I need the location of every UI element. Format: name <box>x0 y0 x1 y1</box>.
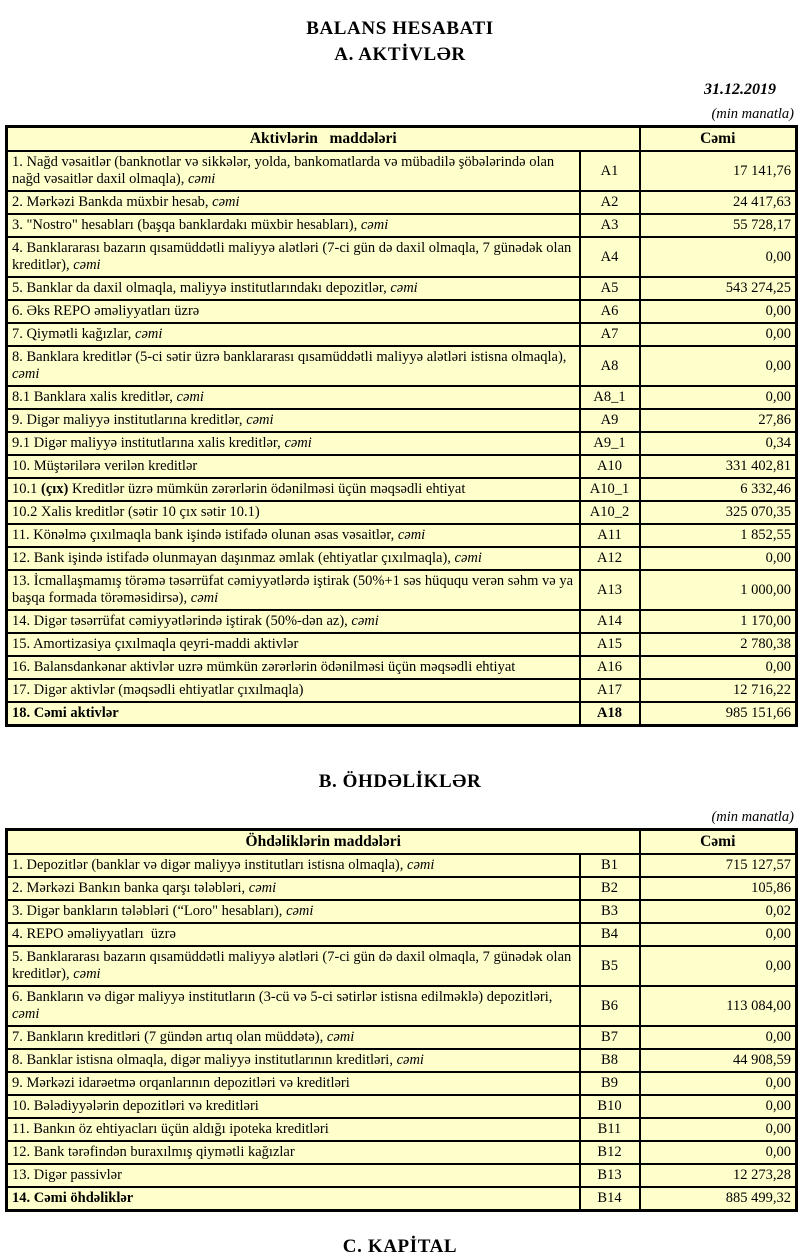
item-code: B12 <box>580 1141 640 1164</box>
item-value: 2 780,38 <box>640 633 797 656</box>
liabilities-table <box>5 828 798 1212</box>
item-value: 12 273,28 <box>640 1164 797 1187</box>
item-text: 11. Bankın öz ehtiyacları üçün aldığı ipoteka kreditləri <box>12 1121 329 1137</box>
item-value: 0,00 <box>640 1141 797 1164</box>
total-column-header: Cəmi <box>640 127 797 152</box>
item-code: A6 <box>580 300 640 323</box>
table-row <box>7 1095 797 1118</box>
item-code: B9 <box>580 1072 640 1095</box>
item-text-italic: cəmi <box>284 435 312 451</box>
item-description <box>7 656 580 679</box>
table-row <box>7 300 797 323</box>
item-code: A1 <box>580 151 640 191</box>
item-value: 0,00 <box>640 323 797 346</box>
item-value: 27,86 <box>640 409 797 432</box>
table-row <box>7 1141 797 1164</box>
item-description <box>7 501 580 524</box>
item-text-italic: cəmi <box>246 412 274 428</box>
item-description <box>7 570 580 610</box>
item-value: 0,00 <box>640 386 797 409</box>
table-header-row <box>7 830 797 855</box>
item-description <box>7 300 580 323</box>
item-code: B2 <box>580 877 640 900</box>
item-code: B6 <box>580 986 640 1026</box>
item-description <box>7 277 580 300</box>
table-row <box>7 501 797 524</box>
item-code: B11 <box>580 1118 640 1141</box>
total-column-header: Cəmi <box>640 830 797 855</box>
item-value: 0,00 <box>640 547 797 570</box>
item-value: 17 141,76 <box>640 151 797 191</box>
item-code: B13 <box>580 1164 640 1187</box>
table-header-row <box>7 127 797 152</box>
table-row <box>7 277 797 300</box>
item-description <box>7 1164 580 1187</box>
item-description <box>7 1118 580 1141</box>
item-value: 24 417,63 <box>640 191 797 214</box>
document-title <box>0 0 800 68</box>
item-description <box>7 1049 580 1072</box>
item-text: 17. Digər aktivlər (məqsədli ehtiyatlar çıxılmaqla) <box>12 682 304 698</box>
item-description <box>7 191 580 214</box>
item-text: 5. Banklararası bazarın qısamüddətli maliyyə alətləri (7-ci gün də daxil olmaqla, 7 günədək olan kreditlər), <box>12 949 575 982</box>
item-value: 12 716,22 <box>640 679 797 702</box>
item-text-italic: cəmi <box>396 1052 424 1068</box>
item-text: 13. Digər passivlər <box>12 1167 122 1183</box>
table-row <box>7 854 797 877</box>
item-description <box>7 478 580 501</box>
item-text-italic: cəmi <box>351 613 379 629</box>
section-a-title: A. AKTİVLƏR <box>334 44 466 65</box>
item-text: 12. Bank işində istifadə olunmayan daşınmaz əmlak (ehtiyatlar çıxılmaqla), <box>12 550 455 566</box>
item-value: 0,00 <box>640 656 797 679</box>
item-text: 4. REPO əməliyyatları üzrə <box>12 926 176 942</box>
item-value: 0,00 <box>640 1095 797 1118</box>
item-description <box>7 323 580 346</box>
table-row <box>7 946 797 986</box>
item-text-mid: Kreditlər üzrə mümkün zərərlərin ödənilməsi üçün məqsədli ehtiyat <box>68 481 466 497</box>
item-text: 3. Digər bankların tələbləri (“Loro" hesabları), <box>12 903 287 919</box>
table-row <box>7 547 797 570</box>
item-text-italic: cəmi <box>454 550 482 566</box>
item-code: B10 <box>580 1095 640 1118</box>
item-code: A8 <box>580 346 640 386</box>
item-description <box>7 524 580 547</box>
items-column-header: Öhdəliklərin maddələri <box>7 830 640 855</box>
table-row <box>7 1118 797 1141</box>
table-row <box>7 633 797 656</box>
item-text-bold: (çıx) <box>41 481 69 497</box>
item-text: 14. Digər təsərrüfat cəmiyyətlərində iştirak (50%-dən az), <box>12 613 352 629</box>
unit-note-a: (min manatla) <box>711 106 794 122</box>
item-description <box>7 900 580 923</box>
item-value: 885 499,32 <box>640 1187 797 1211</box>
item-text: 6. Bankların və digər maliyyə institutların (3-cü və 5-ci sətirlər istisna edilməklə) depozitləri, <box>12 989 556 1005</box>
item-text: 10. Müştərilərə verilən kreditlər <box>12 458 198 474</box>
item-code: A13 <box>580 570 640 610</box>
table-row <box>7 478 797 501</box>
item-value: 0,00 <box>640 346 797 386</box>
item-value: 113 084,00 <box>640 986 797 1026</box>
item-code: A7 <box>580 323 640 346</box>
item-value: 55 728,17 <box>640 214 797 237</box>
item-text: 9.1 Digər maliyyə institutlarına xalis kreditlər, <box>12 435 285 451</box>
item-value: 0,00 <box>640 946 797 986</box>
item-description <box>7 237 580 277</box>
item-code: A4 <box>580 237 640 277</box>
section-c-title: C. KAPİTAL <box>342 1236 458 1257</box>
item-text: 10.2 Xalis kreditlər (sətir 10 çıx sətir 10.1) <box>12 504 260 520</box>
table-row <box>7 455 797 478</box>
item-code: A10_2 <box>580 501 640 524</box>
table-row <box>7 679 797 702</box>
table-row <box>7 656 797 679</box>
table-row <box>7 1026 797 1049</box>
item-value: 6 332,46 <box>640 478 797 501</box>
item-value: 1 000,00 <box>640 570 797 610</box>
table-row <box>7 570 797 610</box>
item-value: 715 127,57 <box>640 854 797 877</box>
items-column-header: Aktivlərin maddələri <box>7 127 640 152</box>
table-row <box>7 214 797 237</box>
table-row <box>7 323 797 346</box>
item-text-italic: cəmi <box>135 326 163 342</box>
item-code: A11 <box>580 524 640 547</box>
item-text: 3. "Nostro" hesabları (başqa banklardakı müxbir hesabları), <box>12 217 361 233</box>
table-row <box>7 610 797 633</box>
table-row <box>7 432 797 455</box>
item-text: 1. Nağd vəsaitlər (banknotlar və sikkələr, yolda, bankomatlarda və mübadilə şöbələrində olan nağd vəsaitlər daxil olmaqla), <box>12 154 558 187</box>
item-code: B1 <box>580 854 640 877</box>
item-text: 12. Bank tərəfindən buraxılmış qiymətli kağızlar <box>12 1144 295 1160</box>
item-text-italic: cəmi <box>176 389 204 405</box>
item-value: 331 402,81 <box>640 455 797 478</box>
item-description <box>7 633 580 656</box>
table-row <box>7 191 797 214</box>
unit-note-b: (min manatla) <box>711 809 794 825</box>
item-value: 325 070,35 <box>640 501 797 524</box>
item-description <box>7 923 580 946</box>
item-text: 15. Amortizasiya çıxılmaqla qeyri-maddi aktivlər <box>12 636 299 652</box>
item-text: 5. Banklar da daxil olmaqla, maliyyə institutlarındakı depozitlər, <box>12 280 391 296</box>
item-description <box>7 409 580 432</box>
item-value: 0,00 <box>640 1026 797 1049</box>
item-text: 4. Banklararası bazarın qısamüddətli maliyyə alətləri (7-ci gün də daxil olmaqla, 7 günədək olan kreditlər), <box>12 240 575 273</box>
item-value: 0,00 <box>640 237 797 277</box>
item-text: 8. Banklara kreditlər (5-ci sətir üzrə banklararası qısamüddətli maliyyə alətləri istisna olmaqla), <box>12 349 571 365</box>
table-row <box>7 1187 797 1211</box>
document-title-line1: BALANS HESABATI <box>306 18 494 39</box>
item-description <box>7 1141 580 1164</box>
table-row <box>7 702 797 726</box>
item-description <box>7 151 580 191</box>
item-value: 985 151,66 <box>640 702 797 726</box>
item-text-italic: cəmi <box>12 1006 40 1022</box>
item-value: 105,86 <box>640 877 797 900</box>
item-code: A5 <box>580 277 640 300</box>
item-code: B14 <box>580 1187 640 1211</box>
item-code: A12 <box>580 547 640 570</box>
item-text: 8. Banklar istisna olmaqla, digər maliyyə institutlarının kreditləri, <box>12 1052 397 1068</box>
item-code: A17 <box>580 679 640 702</box>
item-code: B3 <box>580 900 640 923</box>
item-text-italic: cəmi <box>73 257 101 273</box>
item-value: 0,02 <box>640 900 797 923</box>
item-code: B8 <box>580 1049 640 1072</box>
item-code: B4 <box>580 923 640 946</box>
item-text: 10.1 <box>12 481 41 497</box>
item-text: 10. Bələdiyyələrin depozitləri və kreditləri <box>12 1098 259 1114</box>
item-text-italic: cəmi <box>407 857 435 873</box>
item-text-italic: cəmi <box>286 903 314 919</box>
item-code: A8_1 <box>580 386 640 409</box>
item-value: 0,34 <box>640 432 797 455</box>
table-row <box>7 1164 797 1187</box>
table-row <box>7 346 797 386</box>
item-description <box>7 1026 580 1049</box>
item-description <box>7 1187 580 1211</box>
item-description <box>7 946 580 986</box>
item-text-italic: cəmi <box>73 966 101 982</box>
item-value: 1 852,55 <box>640 524 797 547</box>
item-text: 13. İcmallaşmamış törəmə təsərrüfat cəmiyyətlərdə iştirak (50%+1 səs hüququ verən səhm və ya başqa formada törəməsidirsə), <box>12 573 577 606</box>
item-text-italic: cəmi <box>326 1029 355 1045</box>
item-code: A9 <box>580 409 640 432</box>
item-description <box>7 854 580 877</box>
table-row <box>7 877 797 900</box>
item-code: A18 <box>580 702 640 726</box>
item-text: 9. Digər maliyyə institutlarına kreditlər, <box>12 412 247 428</box>
item-code: B5 <box>580 946 640 986</box>
item-text: 18. Cəmi aktivlər <box>12 705 119 721</box>
item-text-italic: cəmi <box>212 194 240 210</box>
item-value: 1 170,00 <box>640 610 797 633</box>
item-text-italic: cəmi <box>12 366 40 382</box>
item-code: A9_1 <box>580 432 640 455</box>
item-text-italic: cəmi <box>190 590 219 606</box>
table-row <box>7 1049 797 1072</box>
item-text-italic: cəmi <box>360 217 389 233</box>
table-row <box>7 386 797 409</box>
item-description <box>7 214 580 237</box>
item-text: 1. Depozitlər (banklar və digər maliyyə institutları istisna olmaqla), <box>12 857 408 873</box>
item-text: 2. Mərkəzi Bankda müxbir hesab, <box>12 194 213 210</box>
item-description <box>7 455 580 478</box>
item-text: 14. Cəmi öhdəliklər <box>12 1190 134 1206</box>
item-description <box>7 610 580 633</box>
table-row <box>7 986 797 1026</box>
section-b-title: B. ÖHDƏLİKLƏR <box>318 771 482 792</box>
item-value: 0,00 <box>640 1118 797 1141</box>
item-value: 44 908,59 <box>640 1049 797 1072</box>
item-code: A2 <box>580 191 640 214</box>
item-description <box>7 702 580 726</box>
item-description <box>7 386 580 409</box>
item-text: 6. Əks REPO əməliyyatları üzrə <box>12 303 200 319</box>
table-row <box>7 151 797 191</box>
item-text: 7. Bankların kreditləri (7 gündən artıq olan müddətə), <box>12 1029 327 1045</box>
item-code: A10_1 <box>580 478 640 501</box>
item-code: A3 <box>580 214 640 237</box>
item-description <box>7 547 580 570</box>
item-description <box>7 346 580 386</box>
item-code: B7 <box>580 1026 640 1049</box>
table-row <box>7 237 797 277</box>
assets-table <box>5 125 798 727</box>
table-row <box>7 1072 797 1095</box>
item-value: 543 274,25 <box>640 277 797 300</box>
table-row <box>7 524 797 547</box>
item-text: 11. Könəlmə çıxılmaqla bank işində istifadə olunan əsas vəsaitlər, <box>12 527 398 543</box>
item-code: A10 <box>580 455 640 478</box>
item-text: 2. Mərkəzi Bankın banka qarşı tələbləri, <box>12 880 249 896</box>
item-text-italic: cəmi <box>397 527 426 543</box>
item-value: 0,00 <box>640 1072 797 1095</box>
item-value: 0,00 <box>640 300 797 323</box>
item-description <box>7 432 580 455</box>
item-text-italic: cəmi <box>390 280 418 296</box>
report-date: 31.12.2019 <box>704 81 776 98</box>
item-text: 7. Qiymətli kağızlar, <box>12 326 136 342</box>
item-description <box>7 986 580 1026</box>
item-text-italic: cəmi <box>248 880 277 896</box>
item-text: 8.1 Banklara xalis kreditlər, <box>12 389 177 405</box>
item-value: 0,00 <box>640 923 797 946</box>
table-row <box>7 409 797 432</box>
item-description <box>7 1095 580 1118</box>
table-row <box>7 900 797 923</box>
item-description <box>7 877 580 900</box>
item-code: A15 <box>580 633 640 656</box>
item-code: A16 <box>580 656 640 679</box>
item-description <box>7 1072 580 1095</box>
item-text: 9. Mərkəzi idarəetmə orqanlarının depozitləri və kreditləri <box>12 1075 350 1091</box>
table-row <box>7 923 797 946</box>
item-description <box>7 679 580 702</box>
item-text-italic: cəmi <box>187 171 216 187</box>
item-text: 16. Balansdankənar aktivlər uzrə mümkün zərərlərin ödənilməsi üçün məqsədli ehtiyat <box>12 659 516 675</box>
item-code: A14 <box>580 610 640 633</box>
